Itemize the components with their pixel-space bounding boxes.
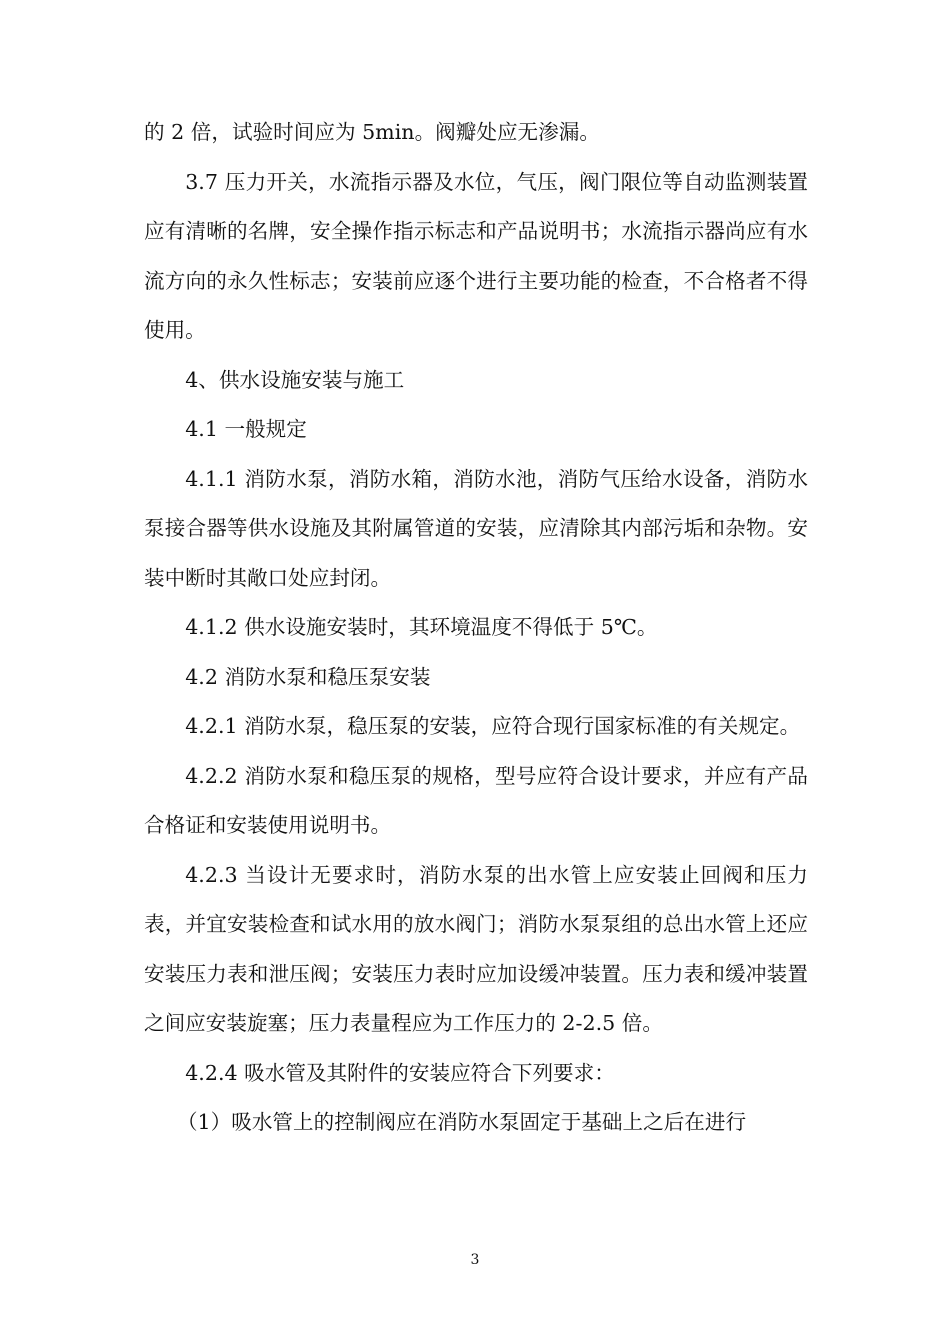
paragraph-continuation: 的 2 倍，试验时间应为 5min。阀瓣处应无渗漏。 bbox=[144, 120, 600, 144]
page-number: 3 bbox=[470, 1252, 480, 1268]
paragraph-4-2-4: 4.2.4 吸水管及其附件的安装应符合下列要求： bbox=[185, 1060, 615, 1085]
paragraph-4-2-1: 4.2.1 消防水泵，稳压泵的安装，应符合现行国家标准的有关规定。 bbox=[185, 714, 801, 738]
section-heading-4-1: 4.1 一般规定 bbox=[185, 417, 307, 441]
section-heading-4: 4、供水设施安装与施工 bbox=[185, 367, 405, 392]
section-heading-4-2: 4.2 消防水泵和稳压泵安装 bbox=[185, 664, 431, 689]
list-item-1: （1）吸水管上的控制阀应在消防水泵固定于基础上之后在进行 bbox=[176, 1110, 747, 1134]
paragraph-4-2-3: 4.2.3 当设计无要求时，消防水泵的出水管上应安装止回阀和压力表，并宜安装检查和试水用的放水阀门；消防水泵泵组的总出水管上还应安装压力表和泄压阀；安装压力表时应加设缓冲装置。压力表和缓冲装置之间应安装旋塞；压力表量程应为工作压力的 2-2.5 倍。 bbox=[144, 862, 808, 1035]
paragraph-3-7-monitoring-devices: 3.7 压力开关，水流指示器及水位，气压，阀门限位等自动监测装置应有清晰的名牌，安全操作指示标志和产品说明书；水流指示器尚应有水流方向的永久性标志；安装前应逐个进行主要功能的检查，不合格者不得使用。 bbox=[144, 169, 808, 342]
paragraph-4-2-2: 4.2.2 消防水泵和稳压泵的规格，型号应符合设计要求，并应有产品合格证和安装使用说明书。 bbox=[144, 763, 808, 837]
paragraph-4-1-1: 4.1.1 消防水泵，消防水箱，消防水池，消防气压给水设备，消防水泵接合器等供水设施及其附属管道的安装，应清除其内部污垢和杂物。安装中断时其敞口处应封闭。 bbox=[144, 466, 808, 590]
paragraph-4-1-2: 4.1.2 供水设施安装时，其环境温度不得低于 5℃。 bbox=[185, 615, 658, 639]
page-body bbox=[144, 108, 808, 1148]
